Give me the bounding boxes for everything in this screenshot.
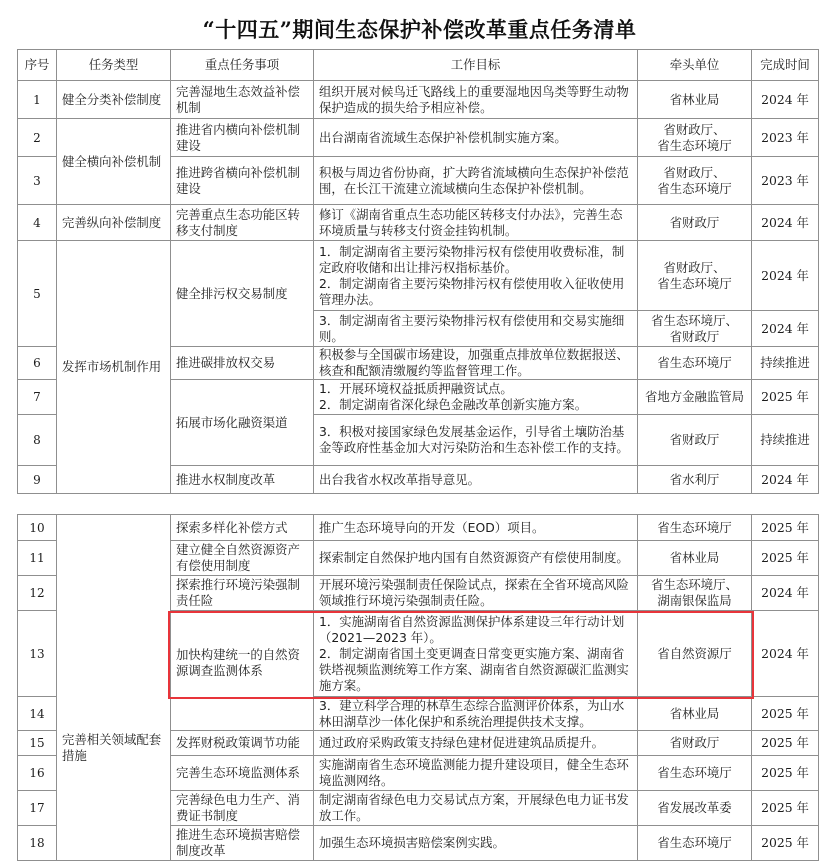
cell-goal: 出台湖南省流域生态保护补偿机制实施方案。: [314, 119, 638, 157]
table-row: [18, 205, 819, 241]
cell-task: 完善重点生态功能区转移支付制度: [171, 205, 314, 241]
lead-line: 省财政厅、: [663, 164, 726, 180]
cell-goal: 积极参与全国碳市场建设，加强重点排放单位数据报送、核查和配额清缴履约等监督管理工作。: [314, 347, 638, 380]
cell-no: 3: [18, 157, 57, 205]
task-table-part-1: [17, 49, 819, 494]
cell-lead: 省财政厅: [638, 731, 752, 756]
cell-lead: 省生态环境厅: [638, 515, 752, 541]
cell-task: 探索多样化补偿方式: [171, 515, 314, 541]
cell-no: 12: [18, 576, 57, 611]
cell-task: 推进跨省横向补偿机制建设: [171, 157, 314, 205]
cell-task: 健全排污权交易制度: [171, 241, 314, 347]
cell-no: 18: [18, 826, 57, 861]
cell-time: 2025 年: [752, 541, 819, 576]
cell-no: 6: [18, 347, 57, 380]
cell-task: 完善生态环境监测体系: [171, 756, 314, 791]
cell-lead: 省生态环境厅: [638, 826, 752, 861]
cell-goal: [314, 241, 638, 311]
cell-type: 完善相关领域配套措施: [57, 515, 171, 861]
cell-no: 4: [18, 205, 57, 241]
goal-line: 1．开展环境权益抵质押融资试点。: [319, 381, 513, 396]
lead-line: 省财政厅: [669, 328, 720, 344]
cell-goal: 3．积极对接国家绿色发展基金运作，引导省土壤防治基金等政府性基金加大对污染防治和生态补偿工作的支持。: [314, 415, 638, 466]
header-time: 完成时间: [752, 50, 819, 81]
cell-no: 13: [18, 611, 57, 697]
cell-task: 完善绿色电力生产、消费证书制度: [171, 791, 314, 826]
cell-task: 推进碳排放权交易: [171, 347, 314, 380]
cell-goal: 探索制定自然保护地内国有自然资源资产有偿使用制度。: [314, 541, 638, 576]
cell-type: 发挥市场机制作用: [57, 241, 171, 494]
header-goal: 工作目标: [314, 50, 638, 81]
cell-no: 11: [18, 541, 57, 576]
goal-line: 2．制定湖南省深化绿色金融改革创新实施方案。: [319, 397, 588, 412]
header-lead: 牵头单位: [638, 50, 752, 81]
cell-lead: 省财政厅: [638, 205, 752, 241]
cell-lead: 省林业局: [638, 697, 752, 731]
cell-no: 2: [18, 119, 57, 157]
cell-type: 健全分类补偿制度: [57, 81, 171, 119]
cell-task: 推进生态环境损害赔偿制度改革: [171, 826, 314, 861]
cell-time: 2024 年: [752, 205, 819, 241]
cell-time: 持续推进: [752, 347, 819, 380]
cell-time: 2025 年: [752, 697, 819, 731]
task-text: 加快构建统一的自然资源调查监测体系: [176, 647, 300, 678]
cell-task: 拓展市场化融资渠道: [171, 380, 314, 466]
cell-lead: 省财政厅: [638, 415, 752, 466]
lead-line: 省财政厅、: [663, 259, 726, 275]
cell-goal: 实施湖南省生态环境监测能力提升建设项目，健全生态环境监测网络。: [314, 756, 638, 791]
cell-time: 2023 年: [752, 157, 819, 205]
cell-lead: 省林业局: [638, 81, 752, 119]
task-table-part-2: [17, 514, 819, 861]
cell-lead: 省水利厅: [638, 466, 752, 494]
cell-goal: 组织开展对候鸟迁飞路线上的重要湿地因鸟类等野生动物保护造成的损失给予相应补偿。: [314, 81, 638, 119]
cell-time: 2023 年: [752, 119, 819, 157]
cell-time: 2024 年: [752, 81, 819, 119]
cell-goal: 推广生态环境导向的开发（EOD）项目。: [314, 515, 638, 541]
cell-task: 探索推行环境污染强制责任险: [171, 576, 314, 611]
cell-time: 2025 年: [752, 756, 819, 791]
cell-goal: 3．建立科学合理的林草生态综合监测评价体系，为山水林田湖草沙一体化保护和系统治理提供技术支撑。: [314, 697, 638, 731]
cell-lead: 省发展改革委: [638, 791, 752, 826]
cell-lead: [638, 119, 752, 157]
cell-task: 建立健全自然资源资产有偿使用制度: [171, 541, 314, 576]
cell-no: 8: [18, 415, 57, 466]
cell-time: 2025 年: [752, 826, 819, 861]
lead-line: 省财政厅、: [663, 121, 726, 137]
cell-goal: 加强生态环境损害赔偿案例实践。: [314, 826, 638, 861]
table-row: [18, 515, 819, 541]
goal-line: 2．制定湖南省国土变更调查日常变更实施方案、湖南省铁塔视频监测统筹工作方案、湖南省自然资源碳汇监测实施方案。: [319, 645, 629, 693]
cell-no: 15: [18, 731, 57, 756]
cell-goal: 制定湖南省绿色电力交易试点方案，开展绿色电力证书发放工作。: [314, 791, 638, 826]
lead-line: 省生态环境厅、: [651, 577, 738, 592]
cell-task: 推进水权制度改革: [171, 466, 314, 494]
lead-line: 省生态环境厅、: [651, 312, 738, 328]
table-row: [18, 241, 819, 311]
cell-time: 2024 年: [752, 241, 819, 311]
cell-lead: [638, 576, 752, 611]
cell-no: 7: [18, 380, 57, 415]
header-type: 任务类型: [57, 50, 171, 81]
cell-no: 17: [18, 791, 57, 826]
cell-goal: 3．制定湖南省主要污染物排污权有偿使用和交易实施细则。: [314, 311, 638, 347]
cell-goal: 修订《湖南省重点生态功能区转移支付办法》，完善生态环境质量与转移支付资金挂钩机制。: [314, 205, 638, 241]
cell-time: 2024 年: [752, 576, 819, 611]
lead-line: 省生态环境厅: [657, 275, 732, 291]
cell-goal: [314, 380, 638, 415]
cell-task: 推进省内横向补偿机制建设: [171, 119, 314, 157]
cell-goal: 通过政府采购政策支持绿色建材促进建筑品质提升。: [314, 731, 638, 756]
cell-goal: 开展环境污染强制责任保险试点，探索在全省环境高风险领域推行环境污染强制责任险。: [314, 576, 638, 611]
cell-time: 2025 年: [752, 731, 819, 756]
header-no: 序号: [18, 50, 57, 81]
cell-no: 10: [18, 515, 57, 541]
cell-type: 完善纵向补偿制度: [57, 205, 171, 241]
goal-line: 1．制定湖南省主要污染物排污权有偿使用收费标准，制定政府收储和出让排污权指标基价。: [319, 243, 625, 275]
cell-lead: 省林业局: [638, 541, 752, 576]
cell-task: 完善湿地生态效益补偿机制: [171, 81, 314, 119]
cell-goal: 积极与周边省份协商，扩大跨省流域横向生态保护补偿范围，在长江干流建立流域横向生态保护补偿机制。: [314, 157, 638, 205]
table-row: [18, 81, 819, 119]
cell-lead: [638, 241, 752, 311]
cell-lead: [638, 157, 752, 205]
goal-line: 2．制定湖南省主要污染物排污权有偿使用收入征收使用管理办法。: [319, 275, 625, 307]
cell-lead: 省生态环境厅: [638, 756, 752, 791]
lead-line: 湖南银保监局: [657, 593, 732, 608]
table-header-row: [18, 50, 819, 81]
goal-line: 1．实施湖南省自然资源监测保护体系建设三年行动计划（2021—2023 年）。: [319, 613, 625, 645]
cell-no: 9: [18, 466, 57, 494]
cell-time: 持续推进: [752, 415, 819, 466]
cell-lead: 省生态环境厅: [638, 347, 752, 380]
cell-no: 16: [18, 756, 57, 791]
cell-time: 2024 年: [752, 611, 819, 697]
lead-line: 省生态环境厅: [657, 137, 732, 153]
cell-time: 2025 年: [752, 380, 819, 415]
cell-task: [171, 611, 314, 731]
cell-time: 2025 年: [752, 791, 819, 826]
cell-type: 健全横向补偿机制: [57, 119, 171, 205]
cell-time: 2025 年: [752, 515, 819, 541]
cell-goal: [314, 611, 638, 697]
cell-lead: 省地方金融监管局: [638, 380, 752, 415]
table-row: [18, 119, 819, 157]
cell-no: 1: [18, 81, 57, 119]
lead-line: 省生态环境厅: [657, 180, 732, 196]
header-task: 重点任务事项: [171, 50, 314, 81]
cell-no: 14: [18, 697, 57, 731]
cell-lead: 省自然资源厅: [638, 611, 752, 697]
cell-lead: [638, 311, 752, 347]
cell-time: 2024 年: [752, 466, 819, 494]
cell-no: 5: [18, 241, 57, 347]
document-title: “十四五”期间生态保护补偿改革重点任务清单: [202, 17, 637, 42]
cell-time: 2024 年: [752, 311, 819, 347]
cell-goal: 出台我省水权改革指导意见。: [314, 466, 638, 494]
cell-task: 发挥财税政策调节功能: [171, 731, 314, 756]
